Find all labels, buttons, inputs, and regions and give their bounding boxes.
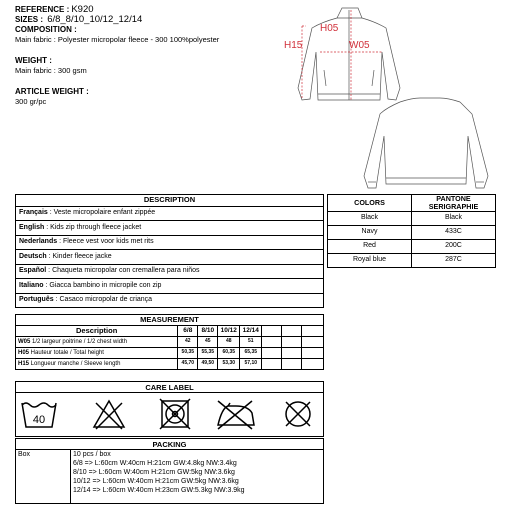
h15-label: H15 [284, 40, 303, 51]
color-row [328, 226, 496, 240]
measure-value: 42 [178, 337, 198, 348]
pantone-header [412, 195, 496, 212]
article-weight-value: 300 gr/pc [15, 97, 47, 106]
description-row [16, 235, 324, 250]
measure-value: 65,35 [240, 348, 262, 359]
measure-label: Longueur manche / Sleeve length [29, 360, 121, 367]
measure-value: 50,35 [178, 348, 198, 359]
no-iron-icon [218, 401, 254, 429]
wash-temperature: 40 [32, 414, 46, 426]
jacket-front-sketch [298, 8, 400, 100]
measure-value: 53,30 [218, 359, 240, 370]
size-header: 8/10 [198, 326, 218, 337]
measurement-title: MEASUREMENT [16, 315, 324, 326]
measure-value: 45,70 [178, 359, 198, 370]
composition-label: COMPOSITION : [15, 25, 77, 34]
lang-label: Português [19, 296, 54, 304]
size-header: 12/14 [240, 326, 262, 337]
packing-type: Box [16, 450, 71, 504]
lang-label: English [19, 223, 45, 231]
packing-line: 10/12 => L:60cm W:40cm H:21cm GW:5kg NW:3.6kg [73, 478, 239, 485]
color-name: Black [328, 212, 412, 226]
reference-label: REFERENCE : [15, 5, 70, 14]
lang-label: Deutsch [19, 252, 47, 260]
pantone-code: 287C [412, 254, 496, 268]
packing-details [71, 450, 323, 495]
lang-text: : Kinder fleece jacke [46, 252, 112, 260]
lang-text: : Fleece vest voor kids met rits [57, 238, 154, 246]
color-name: Red [328, 240, 412, 254]
spec-header [15, 5, 295, 107]
description-row [16, 264, 324, 279]
color-row [328, 240, 496, 254]
description-row [16, 250, 324, 265]
lang-label: Nederlands [19, 238, 58, 246]
color-name: Navy [328, 226, 412, 240]
size-header: 6/8 [178, 326, 198, 337]
care-icons [16, 393, 324, 437]
h05-label: H05 [320, 23, 339, 34]
measure-value: 45 [198, 337, 218, 348]
packing-line: 6/8 => L:60cm W:40cm H:21cm GW:4.8kg NW:3.4kg [73, 460, 237, 467]
description-row [16, 279, 324, 294]
pantone-code: Black [412, 212, 496, 226]
lang-text: : Chaqueta micropolar con cremallera para niños [46, 267, 200, 275]
colors-table [327, 194, 496, 268]
description-table [15, 194, 324, 308]
measure-value: 51 [240, 337, 262, 348]
measurement-row [16, 348, 324, 359]
color-name: Royal blue [328, 254, 412, 268]
pantone-header-line2: SERIGRAPHIE [428, 202, 479, 211]
sizes-value: 6/8_8/10_10/12_12/14 [47, 14, 143, 25]
measure-value: 49,50 [198, 359, 218, 370]
lang-label: Español [19, 267, 47, 275]
measure-code: H05 [18, 349, 30, 356]
color-row [328, 254, 496, 268]
lang-label: Français [19, 209, 48, 217]
lang-label: Italiano [19, 281, 44, 289]
lang-text: : Kids zip through fleece jacket [44, 223, 142, 231]
no-tumble-dry-icon [160, 399, 190, 429]
lang-text: : Giacca bambino in micropile con zip [43, 281, 162, 289]
measure-label: 1/2 largeur poitrine / 1/2 chest width [30, 338, 128, 345]
no-bleach-icon [94, 401, 124, 429]
measurement-row [16, 359, 324, 370]
measure-code: W05 [18, 338, 31, 345]
pantone-header-line1: PANTONE [436, 194, 471, 203]
jacket-sketches [282, 4, 504, 194]
description-row [16, 221, 324, 236]
sizes-label: SIZES : [15, 15, 44, 24]
w05-label: W05 [349, 40, 370, 51]
composition-value: Main fabric : Polyester micropolar fleece - 300 100%polyester [15, 35, 220, 44]
measurement-table [15, 314, 324, 370]
lang-text: : Casaco micropolar de criança [53, 296, 153, 304]
measure-value: 57,10 [240, 359, 262, 370]
pantone-code: 433C [412, 226, 496, 240]
lang-text: : Veste micropolaire enfant zippée [47, 209, 156, 217]
weight-value: Main fabric : 300 gsm [15, 66, 87, 75]
measurement-row [16, 337, 324, 348]
measure-label: Hauteur totale / Total height [29, 349, 104, 356]
packing-line: 8/10 => L:60cm W:40cm H:21cm GW:5kg NW:3.6kg [73, 469, 235, 476]
description-row [16, 206, 324, 221]
colors-header: COLORS [328, 195, 412, 212]
measure-value: 55,35 [198, 348, 218, 359]
packing-line: 10 pcs / box [73, 451, 111, 458]
measure-value: 48 [218, 337, 240, 348]
size-header: 10/12 [218, 326, 240, 337]
care-label-section [15, 381, 324, 437]
article-weight-label: ARTICLE WEIGHT : [15, 87, 89, 96]
measure-lines [302, 10, 382, 100]
no-dry-clean-icon [286, 402, 310, 426]
reference-value: K920 [71, 4, 94, 15]
measure-code: H15 [18, 360, 30, 367]
care-label-title: CARE LABEL [16, 382, 323, 393]
pantone-code: 200C [412, 240, 496, 254]
jacket-back-sketch [364, 98, 488, 188]
color-row [328, 212, 496, 226]
description-title: DESCRIPTION [16, 195, 324, 207]
measure-value: 60,35 [218, 348, 240, 359]
packing-line: 12/14 => L:60cm W:40cm H:23cm GW:5.3kg NW:3.9kg [73, 487, 245, 494]
description-row [16, 293, 324, 308]
weight-label: WEIGHT : [15, 56, 52, 65]
measurement-desc-header: Description [16, 326, 178, 337]
packing-title: PACKING [16, 439, 323, 450]
packing-section [15, 438, 324, 504]
